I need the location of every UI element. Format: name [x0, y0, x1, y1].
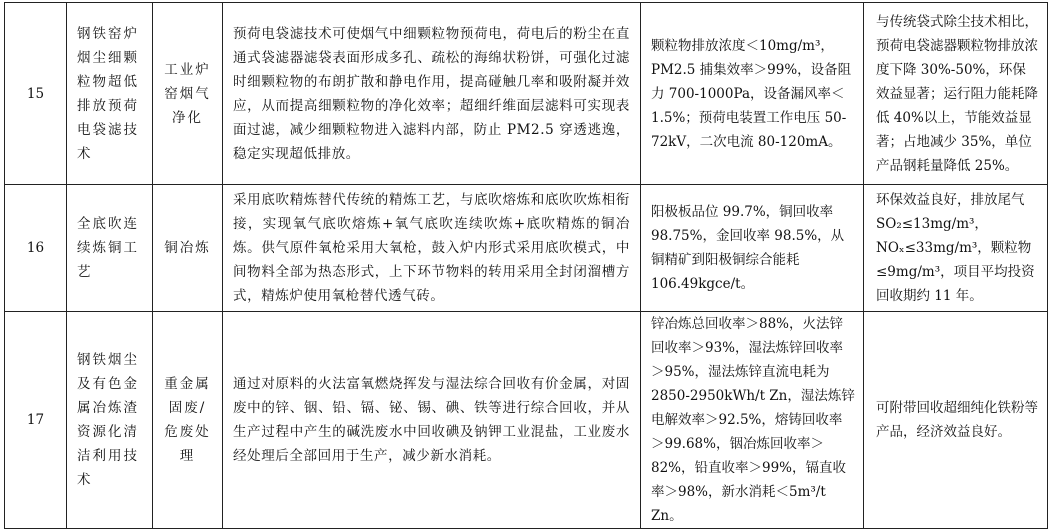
table-row	[5, 3, 1048, 185]
industry: 重金属固废/危废处理	[153, 312, 223, 529]
technology-description: 通过对原料的火法富氧燃烧挥发与湿法综合回收有价金属，对固废中的锌、铟、铅、镉、铋、锡、碘、铁等进行综合回收，并从生产过程中产生的碱洗废水中回收碘及钠钾工业混盐，工业废水经处理后全部回用于生产，减少新水消耗。	[223, 312, 641, 529]
technology-name: 全底吹连续炼铜工艺	[67, 185, 153, 312]
technology-description: 采用底吹精炼替代传统的精炼工艺，与底吹熔炼和底吹吹炼相衔接，实现氧气底吹熔炼+氧气底吹连续吹炼+底吹精炼的铜冶炼。供气原件氧枪采用大氧枪，鼓入炉内形式采用底吹模式，中间物料全部为热态形式，上下环节物料的转用采用全封闭溜槽方式，精炼炉使用氧枪替代透气砖。	[223, 185, 641, 312]
key-parameters: 阳极板品位 99.7%，铜回收率 98.75%，金回收率 98.5%，从铜精矿到阳极铜综合能耗 106.49kgce/t。	[641, 185, 864, 312]
technology-table	[4, 2, 1048, 529]
key-parameters: 锌冶炼总回收率＞88%，火法锌回收率＞93%，湿法炼锌回收率＞95%，湿法炼锌直流电耗为 2850-2950kWh/t Zn，湿法炼锌电解效率＞92.5%，熔铸回收率＞99.68%，铟冶炼回收率＞82%，铅直收率＞99%，镉直收率＞98%，新水消耗＜5m³/t Zn。	[641, 312, 864, 529]
table-row	[5, 312, 1048, 529]
technology-name: 钢铁烟尘及有色金属冶炼渣资源化清洁利用技术	[67, 312, 153, 529]
benefits: 可附带回收超细纯化铁粉等产品，经济效益良好。	[864, 312, 1048, 529]
row-number: 16	[5, 185, 67, 312]
table-row	[5, 185, 1048, 312]
benefits: 环保效益良好，排放尾气 SO₂≤13mg/m³，NOₓ≤33mg/m³，颗粒物≤9mg/m³，项目平均投资回收期约 11 年。	[864, 185, 1048, 312]
benefits: 与传统袋式除尘技术相比，预荷电袋滤器颗粒物排放浓度下降 30%-50%，环保效益显著；运行阻力能耗降低 40%以上，节能效益显著；占地减少 35%，单位产品钢耗量降低 25%。	[864, 3, 1048, 185]
technology-description: 预荷电袋滤技术可使烟气中细颗粒物预荷电，荷电后的粉尘在直通式袋滤器滤袋表面形成多孔、疏松的海绵状粉饼，可强化过滤时细颗粒物的布朗扩散和静电作用，提高碰触几率和吸附凝并效应，从而提高细颗粒物的净化效率；超细纤维面层滤料可实现表面过滤，减少细颗粒物进入滤料内部，防止 PM2.5 穿透逃逸，稳定实现超低排放。	[223, 3, 641, 185]
industry: 铜冶炼	[153, 185, 223, 312]
industry: 工业炉窑烟气净化	[153, 3, 223, 185]
row-number: 15	[5, 3, 67, 185]
row-number: 17	[5, 312, 67, 529]
key-parameters: 颗粒物排放浓度＜10mg/m³，PM2.5 捕集效率＞99%，设备阻力 700-1000Pa，设备漏风率＜1.5%；预荷电装置工作电压 50-72kV，二次电流 80-120mA。	[641, 3, 864, 185]
technology-name: 钢铁窑炉烟尘细颗粒物超低排放预荷电袋滤技术	[67, 3, 153, 185]
